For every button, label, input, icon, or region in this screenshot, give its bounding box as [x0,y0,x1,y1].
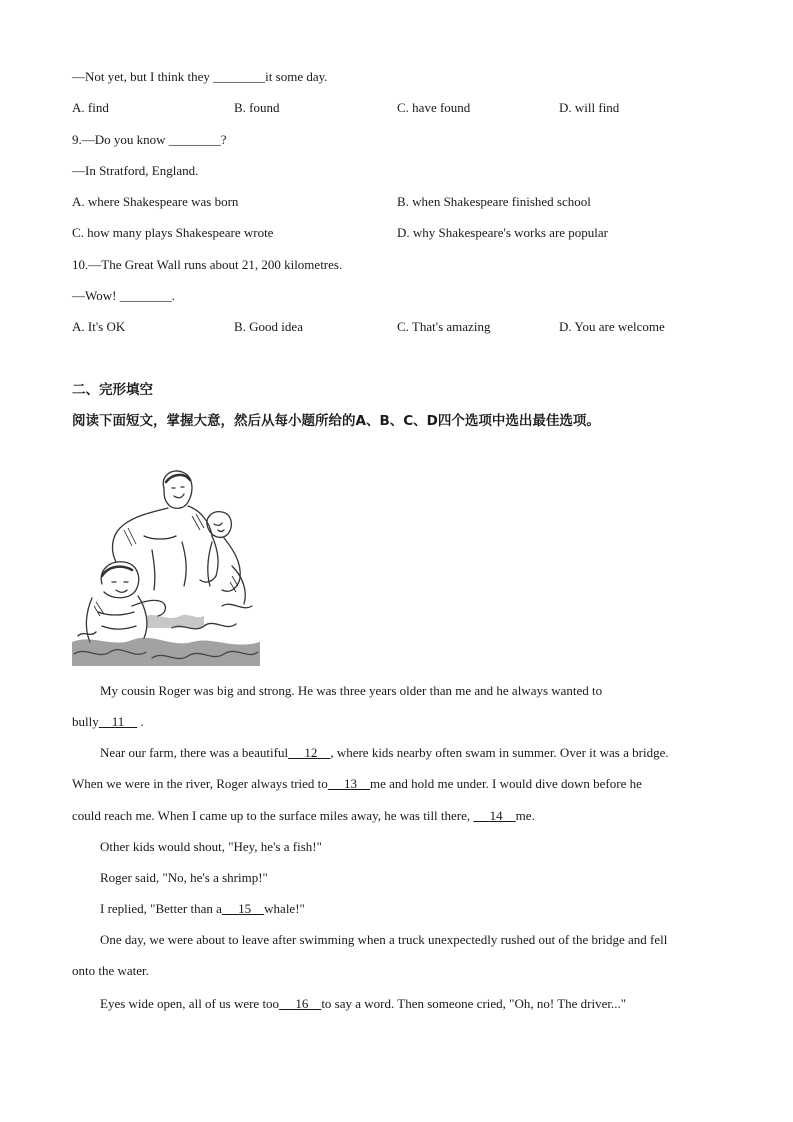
passage-p1-line1: My cousin Roger was big and strong. He was three years older than me and he always wanted to [100,683,603,698]
passage-text: Eyes wide open, all of us were too [100,996,280,1011]
q10-reply: —Wow! ________. [72,288,175,303]
blank-15: 15 [238,901,252,916]
q10-option-b: B. Good idea [234,319,303,334]
q9-option-d: D. why Shakespeare's works are popular [397,225,609,240]
section-heading: 二、完形填空 [72,382,153,398]
section-instruction: 阅读下面短文，掌握大意，然后从每小题所给的A、B、C、D四个选项中选出最佳选项。 [72,413,600,429]
passage-p4: Roger said, "No, he's a shrimp!" [100,870,268,885]
passage-p6-line1: One day, we were about to leave after swimming when a truck unexpectedly rushed out of the bridge and fell [100,932,668,947]
q9-option-a: A. where Shakespeare was born [72,194,239,209]
q8-option-b: B. found [234,100,280,115]
passage-text: When we were in the river, Roger always tried to [72,776,328,791]
q9-reply: —In Stratford, England. [72,163,199,178]
passage-text: , where kids nearby often swam in summer. Over it was a bridge. [330,745,669,760]
q9-option-c: C. how many plays Shakespeare wrote [72,225,274,240]
q10-option-a: A. It's OK [72,319,126,334]
passage-text: me. [515,808,535,823]
q9-option-b: B. when Shakespeare finished school [397,194,591,209]
blank-12: 12 [304,745,318,760]
q8-option-c: C. have found [397,100,471,115]
passage-text: to say a word. Then someone cried, "Oh, no! The driver..." [321,996,627,1011]
q10-question: 10.—The Great Wall runs about 21, 200 kilometres. [72,257,343,272]
passage-text: . [140,714,144,729]
passage-text: bully [72,714,99,729]
passage-p2-line3 [72,808,535,824]
passage-p5 [100,901,305,917]
q10-option-c: C. That's amazing [397,319,491,334]
passage-p2-line2 [72,776,642,792]
q10-option-d: D. You are welcome [559,319,665,334]
passage-p6-line2: onto the water. [72,963,149,978]
passage-p3: Other kids would shout, "Hey, he's a fish!" [100,839,322,854]
blank-13: 13 [344,776,358,791]
q8-option-a: A. find [72,100,109,115]
blank-14: 14 [489,808,503,823]
passage-text: Near our farm, there was a beautiful [100,745,289,760]
passage-p1-line2 [72,714,144,730]
passage-p7 [100,996,626,1012]
passage-p2-line1 [100,745,669,761]
passage-text: whale!" [264,901,305,916]
passage-text: I replied, "Better than a [100,901,222,916]
passage-text: could reach me. When I came up to the surface miles away, he was till there, [72,808,471,823]
q8-option-d: D. will find [559,100,620,115]
blank-16: 16 [295,996,309,1011]
q9-question: 9.—Do you know ________? [72,132,227,147]
q8-reply: —Not yet, but I think they ________it some day. [72,69,328,84]
rescue-illustration [72,466,260,666]
passage-text: me and hold me under. I would dive down before he [370,776,642,791]
blank-11: 11 [111,714,125,729]
